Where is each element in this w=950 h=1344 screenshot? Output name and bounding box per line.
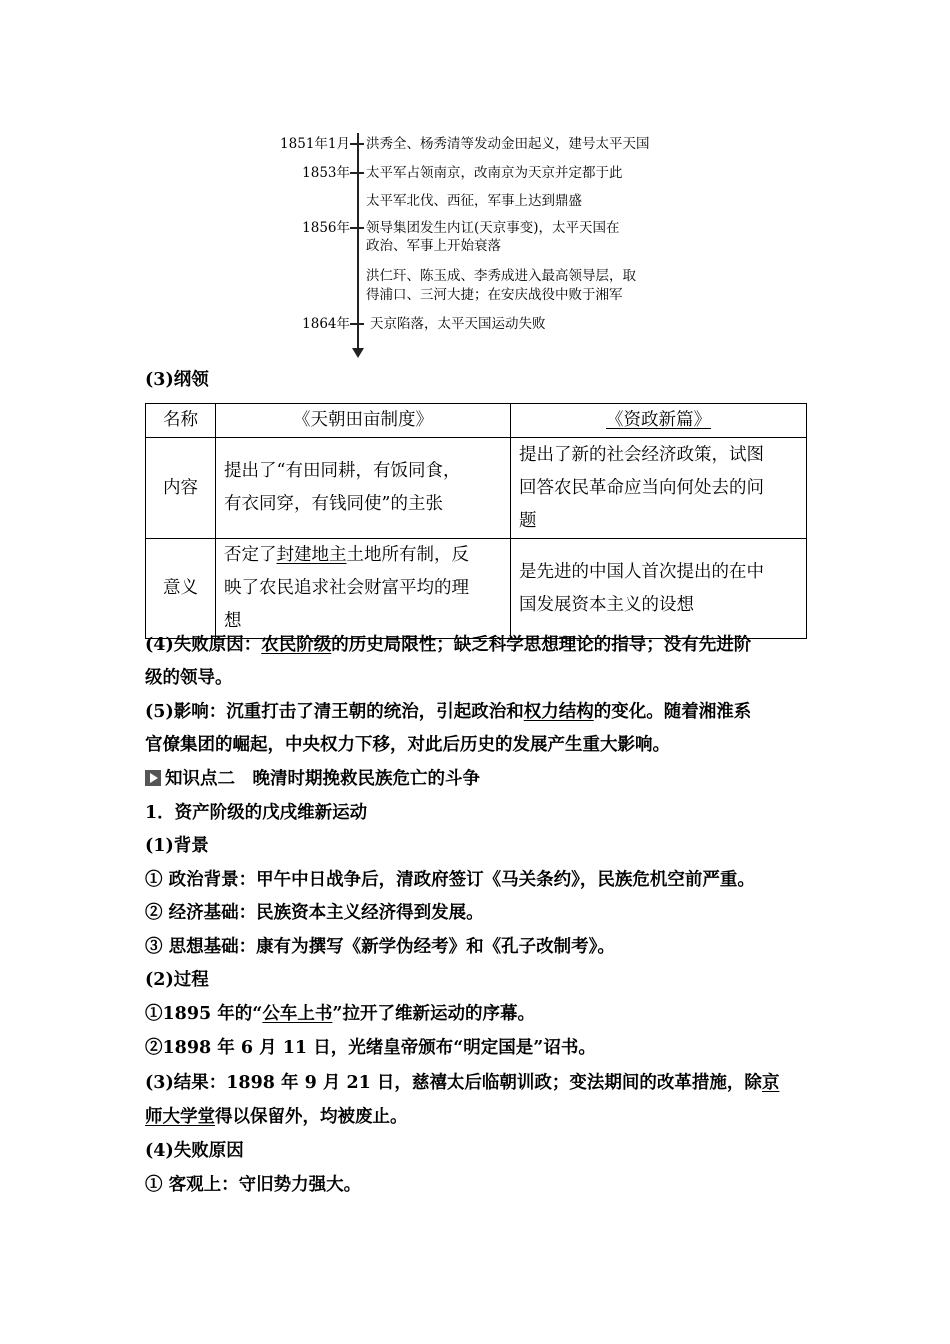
fail-heading: (4)失败原因: [145, 1141, 244, 1161]
impact: (5)影响：沉重打击了清王朝的统治，引起政治和权力结构的变化。随着湘淮系: [145, 702, 752, 722]
table-cell: 提出了“有田同耕，有饭同食， 有衣同穿，有钱同使”的主张: [216, 438, 511, 539]
program-heading: (3)纲领: [145, 370, 209, 390]
timeline-event: 天京陷落，太平天国运动失败: [370, 316, 546, 332]
background-item: ② 经济基础：民族资本主义经济得到发展。: [145, 903, 484, 923]
process-item: ①1895 年的“公车上书”拉开了维新运动的序幕。: [145, 1004, 535, 1024]
table-header-row: [146, 404, 807, 438]
background-heading: (1)背景: [145, 836, 209, 856]
timeline-tick: [350, 143, 364, 145]
table-cell-label: 内容: [146, 438, 216, 539]
section-heading: 知识点二 晚清时期挽救民族危亡的斗争: [145, 763, 480, 796]
background-item: ③ 思想基础：康有为撰写《新学伪经考》和《孔子改制考》。: [145, 937, 615, 957]
failure-reason-cont: 级的领导。: [145, 668, 233, 688]
timeline-event: 洪仁玕、陈玉成、李秀成进入最高领导层，取: [366, 268, 636, 284]
timeline-axis: [357, 133, 359, 351]
table-header: 《资政新篇》: [511, 404, 807, 438]
impact-cont: 官僚集团的崛起，中央权力下移，对此后历史的发展产生重大影响。: [145, 735, 670, 755]
timeline-tick: [350, 172, 364, 174]
timeline-event: 政治、军事上开始衰落: [366, 238, 501, 254]
table-row: [146, 539, 807, 639]
table-header: 《天朝田亩制度》: [216, 404, 511, 438]
timeline-date: 1853年: [302, 165, 350, 181]
subsection-title: 1．资产阶级的戊戌维新运动: [145, 803, 368, 823]
timeline-event: 得浦口、三河大捷；在安庆战役中败于湘军: [366, 287, 623, 303]
timeline-date: 1856年: [302, 220, 350, 236]
table-row: [146, 438, 807, 539]
timeline-event: 太平军占领南京，改南京为天京并定都于此: [366, 165, 623, 181]
table-cell-label: 意义: [146, 539, 216, 639]
timeline-date: 1851年1月: [280, 136, 350, 152]
timeline-event: 领导集团发生内讧(天京事变)，太平天国在: [366, 220, 620, 236]
process-item: ②1898 年 6 月 11 日，光绪皇帝颁布“明定国是”诏书。: [145, 1038, 596, 1058]
table-cell: 否定了封建地主土地所有制，反 映了农民追求社会财富平均的理 想: [216, 539, 511, 639]
table-cell: 是先进的中国人首次提出的在中 国发展资本主义的设想: [511, 539, 807, 639]
failure-reason: (4)失败原因：农民阶级的历史局限性；缺乏科学思想理论的指导；没有先进阶: [145, 635, 752, 655]
table-header: 名称: [146, 404, 216, 438]
timeline-event: 洪秀全、杨秀清等发动金田起义，建号太平天国: [366, 136, 650, 152]
result-cont: 师大学堂得以保留外，均被废止。: [145, 1107, 408, 1127]
objective-reason: ① 客观上：守旧势力强大。: [145, 1175, 362, 1195]
timeline-tick: [350, 323, 364, 325]
table-cell: 提出了新的社会经济政策，试图 回答农民革命应当向何处去的问 题: [511, 438, 807, 539]
background-item: ① 政治背景：甲午中日战争后，清政府签订《马关条约》，民族危机空前严重。: [145, 870, 755, 890]
process-heading: (2)过程: [145, 970, 209, 990]
timeline-date: 1864年: [302, 316, 350, 332]
program-table: [145, 403, 807, 639]
play-icon: [145, 770, 161, 786]
timeline-arrow-icon: [352, 348, 364, 358]
timeline-event: 太平军北伐、西征，军事上达到鼎盛: [366, 193, 582, 209]
timeline-tick: [350, 227, 364, 229]
result: (3)结果：1898 年 9 月 21 日，慈禧太后临朝训政；变法期间的改革措施，除京: [145, 1073, 780, 1093]
